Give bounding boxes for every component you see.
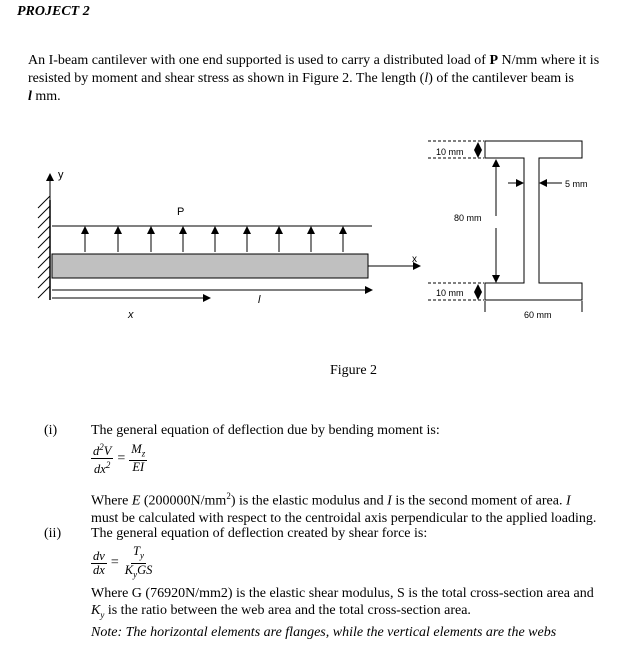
web-height-label: 80 mm	[454, 213, 482, 223]
length-dimension-label: l	[258, 294, 261, 306]
item-2-where-text: Where G (76920N/mm2) is the elastic shear modulus, S is the total cross-section area and $K_y$ is the ratio between the web area and the total cross-section area. Note: The horizontal elements are flanges, while the vertical elements are the webs	[91, 586, 594, 640]
x-dimension-label: x	[128, 309, 134, 321]
load-label: P	[177, 206, 185, 218]
intro-text-1: An I-beam cantilever with one end supported is used to carry a distributed load of	[28, 53, 490, 68]
intro-load-symbol: P	[489, 53, 499, 68]
x-axis-label: x	[412, 254, 417, 265]
where-1a: Where	[91, 493, 132, 509]
cantilever-beam	[52, 254, 368, 278]
intro-text-4: mm.	[31, 89, 61, 104]
y-axis-label: y	[58, 169, 64, 181]
bending-equation: $\frac{d^2V}{dx^2}$ = $\frac{M_z}{EI}$	[93, 441, 146, 477]
shear-equation-rhs: $\frac{T_y}{K_yGS}$	[124, 544, 153, 579]
where-1d: is the second moment of area.	[391, 493, 566, 509]
top-flange-thickness-label: 10 mm	[436, 147, 464, 157]
where2-line-2: is the ratio between the web area and the total cross-section area.	[104, 603, 471, 618]
where2-line-1: Where G (76920N/mm2) is the elastic shear modulus, S is the total cross-section area and	[91, 586, 594, 601]
intro-length-symbol-2: l	[28, 89, 32, 104]
item-1-heading: The general equation of deflection due by bending moment is:	[91, 423, 440, 438]
bottom-flange-thickness-label: 10 mm	[436, 288, 464, 298]
item-1-number: (i)	[44, 423, 58, 438]
intro-length-symbol: l	[424, 71, 429, 86]
bending-equation-rhs: $\frac{M_z}{EI}$	[131, 441, 146, 475]
item-2-heading: The general equation of deflection created by shear force is:	[91, 526, 428, 541]
where-1c: ) is the elastic modulus and	[230, 493, 388, 509]
shear-equation: $\frac{dv}{dx}$ = $\frac{T_y}{K_yGS}$	[93, 544, 153, 579]
fixed-wall-support	[38, 196, 50, 300]
intro-text-3: ) of the cantilever beam is	[428, 71, 575, 86]
where-E: E	[131, 493, 141, 509]
bending-equation-lhs: $\frac{d^2V}{dx^2}$	[93, 442, 112, 477]
load-arrows	[85, 227, 343, 252]
page-title: PROJECT 2	[17, 4, 90, 19]
item-2-number: (ii)	[44, 526, 62, 541]
note-text: Note: The horizontal elements are flanges, while the vertical elements are the webs	[91, 624, 557, 640]
intro-text-2: N/mm where it is resisted by moment and shear stress as shown in Figure 2. The length (	[28, 53, 600, 86]
where-line-2: must be calculated with respect to the centroidal axis perpendicular to the applied loading.	[91, 510, 597, 526]
where-I: I	[387, 493, 392, 509]
item-1-where-text: Where E $(200000N/mm^2)$ is the elastic modulus and I is the second moment of area. I must be calculated with respect to the centroidal axis perpendicular to the applied loading.	[91, 491, 597, 526]
i-beam-cross-section	[485, 141, 582, 300]
where-1b: (200000N/mm	[140, 493, 227, 509]
web-width-label: 5 mm	[565, 179, 588, 189]
flange-width-label: 60 mm	[524, 310, 552, 320]
figure-caption: Figure 2	[330, 363, 378, 378]
shear-equation-lhs: $\frac{dv}{dx}$	[93, 548, 105, 577]
where-I2: I	[565, 493, 571, 509]
